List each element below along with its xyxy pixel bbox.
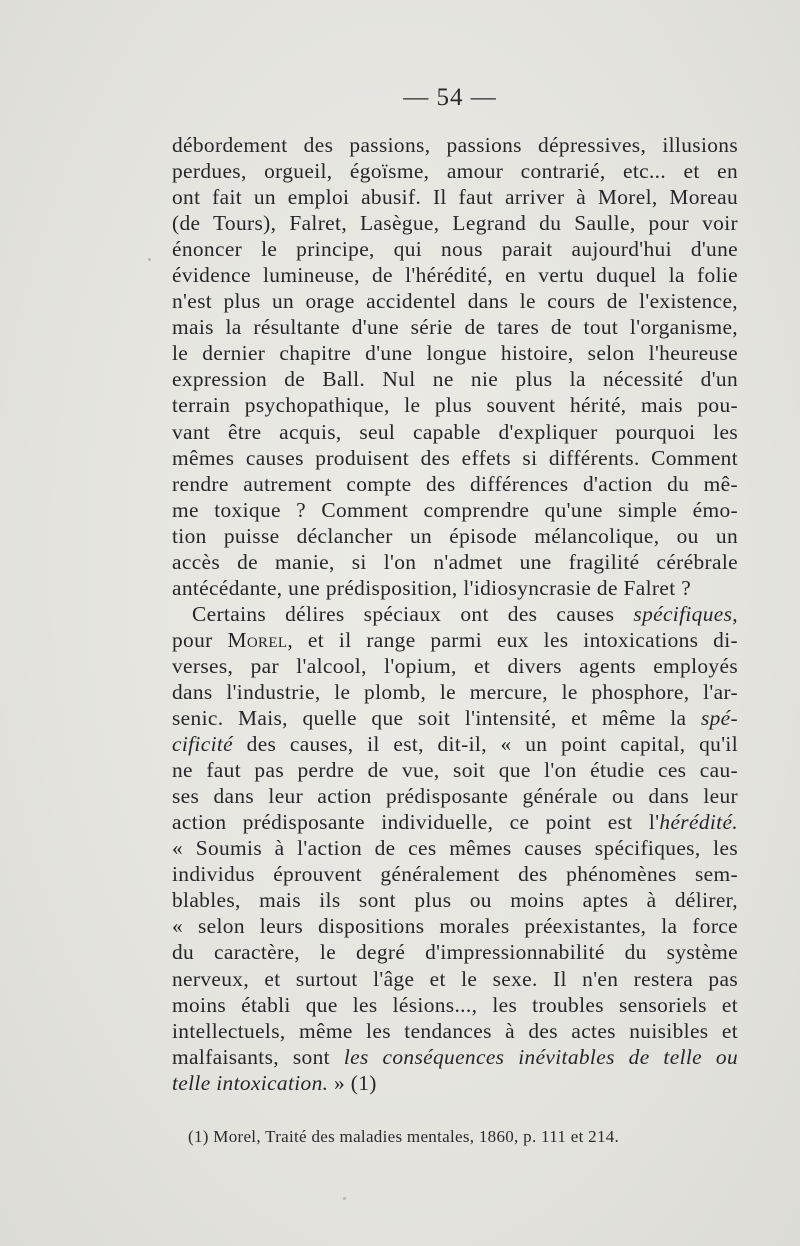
- text-segment: perdues, orgueil, égoïsme, amour contrarié, etc... et en: [172, 159, 738, 184]
- text-line: [172, 523, 738, 549]
- text-line: [172, 366, 738, 392]
- text-segment: antécédante, une prédisposition, l'idiosyncrasie de Falret ?: [172, 575, 692, 600]
- text-line: [172, 262, 738, 288]
- text-line: [172, 184, 738, 210]
- text-line: [172, 1044, 738, 1070]
- paper-speck: [343, 1197, 346, 1200]
- text-line: [172, 132, 738, 158]
- text-segment: le dernier chapitre d'une longue histoire, selon l'heureuse: [172, 341, 738, 366]
- text-line: [172, 939, 738, 965]
- italic-text: hérédité.: [659, 810, 738, 835]
- text-segment: des causes, il est, dit-il, « un point capital, qu'il: [233, 732, 738, 757]
- footnote: (1) Morel, Traité des maladies mentales, 1860, p. 111 et 214.: [188, 1127, 620, 1146]
- text-line: [172, 1018, 738, 1044]
- text-segment: dans l'industrie, le plomb, le mercure, le phosphore, l'ar-: [172, 679, 738, 704]
- text-segment: ,: [732, 601, 738, 626]
- text-segment: évidence lumineuse, de l'hérédité, en vertu duquel la folie: [172, 263, 738, 288]
- text-line: [172, 158, 738, 184]
- text-segment: « selon leurs dispositions morales préexistantes, la force: [172, 914, 738, 939]
- text-segment: mais la résultante d'une série de tares de tout l'organisme,: [172, 315, 738, 340]
- text-segment: » (1): [328, 1070, 377, 1095]
- text-line: [172, 679, 738, 705]
- text-segment: mêmes causes produisent des effets si différents. Comment: [172, 445, 738, 470]
- text-segment: énoncer le principe, qui nous parait aujourd'hui d'une: [172, 237, 738, 262]
- text-line: [172, 1070, 738, 1096]
- italic-text: cificité: [172, 732, 233, 757]
- text-line: [172, 992, 738, 1018]
- text-segment: moins établi que les lésions..., les troubles sensoriels et: [172, 992, 738, 1017]
- text-segment: malfaisants, sont: [172, 1044, 344, 1069]
- text-line: [172, 210, 738, 236]
- paper-speck: [148, 258, 151, 261]
- italic-text: les conséquences inévitables de telle ou: [343, 1044, 738, 1069]
- text-line: [172, 419, 738, 445]
- text-line: [172, 288, 738, 314]
- text-segment: « Soumis à l'action de ces mêmes causes spécifiques, les: [172, 836, 738, 861]
- text-segment: débordement des passions, passions dépressives, illusions: [172, 133, 738, 157]
- text-line: [172, 575, 738, 601]
- text-segment: n'est plus un orage accidentel dans le cours de l'existence,: [172, 289, 738, 314]
- text-line: [172, 887, 738, 913]
- italic-text: spécifiques: [633, 601, 733, 626]
- text-segment: rendre autrement compte des différences d'action du mê-: [172, 471, 738, 496]
- text-line: [172, 497, 738, 523]
- text-segment: , et il range parmi eux les intoxications di-: [287, 627, 738, 652]
- body-text: [172, 132, 738, 1096]
- text-line: [172, 236, 738, 262]
- text-segment: terrain psychopathique, le plus souvent hérité, mais pou-: [172, 393, 738, 418]
- text-segment: expression de Ball. Nul ne nie plus la nécessité d'un: [172, 367, 738, 392]
- text-segment: vant être acquis, seul capable d'expliquer pourquoi les: [172, 419, 738, 444]
- text-segment: intellectuels, même les tendances à des actes nuisibles et: [172, 1018, 738, 1043]
- text-line: [172, 549, 738, 575]
- text-segment: verses, par l'alcool, l'opium, et divers agents employés: [172, 653, 738, 678]
- text-segment: blables, mais ils sont plus ou moins aptes à délirer,: [172, 888, 738, 913]
- text-line: [172, 966, 738, 992]
- text-line: [172, 705, 738, 731]
- text-segment: action prédisposante individuelle, ce point est l': [172, 810, 660, 835]
- text-line: [172, 835, 738, 861]
- text-segment: senic. Mais, quelle que soit l'intensité, et même la: [172, 706, 701, 731]
- text-segment: du caractère, le degré d'impressionnabilité du système: [172, 940, 738, 965]
- text-line: [172, 627, 738, 653]
- text-segment: Certains délires spéciaux ont des causes: [192, 601, 634, 626]
- text-line: [172, 653, 738, 679]
- text-line: [172, 731, 738, 757]
- text-segment: ne faut pas perdre de vue, soit que l'on étudie ces cau-: [172, 758, 738, 783]
- text-line: [172, 861, 738, 887]
- text-line: [172, 471, 738, 497]
- text-segment: accès de manie, si l'on n'admet une fragilité cérébrale: [172, 549, 738, 574]
- text-line: [172, 809, 738, 835]
- text-line: [172, 783, 738, 809]
- text-line: [172, 314, 738, 340]
- text-segment: individus éprouvent généralement des phénomènes sem-: [172, 862, 738, 887]
- page-number: — 54 —: [403, 84, 497, 111]
- text-segment: ont fait un emploi abusif. Il faut arriver à Morel, Moreau: [172, 185, 738, 210]
- text-segment: ses dans leur action prédisposante générale ou dans leur: [172, 784, 738, 809]
- text-segment: nerveux, et surtout l'âge et le sexe. Il n'en restera pas: [172, 966, 738, 991]
- text-segment: me toxique ? Comment comprendre qu'une simple émo-: [172, 497, 738, 522]
- text-line: [172, 601, 738, 627]
- text-line: [172, 757, 738, 783]
- text-line: [172, 392, 738, 418]
- text-line: [172, 340, 738, 366]
- text-segment: (de Tours), Falret, Lasègue, Legrand du Saulle, pour voir: [172, 211, 738, 236]
- text-segment: pour: [172, 627, 228, 652]
- text-segment: tion puisse déclancher un épisode mélancolique, ou un: [172, 523, 738, 548]
- text-line: [172, 445, 738, 471]
- italic-text: telle intoxication.: [172, 1070, 329, 1095]
- italic-text: spé-: [700, 706, 738, 731]
- small-caps-text: Morel: [227, 627, 288, 652]
- text-line: [172, 913, 738, 939]
